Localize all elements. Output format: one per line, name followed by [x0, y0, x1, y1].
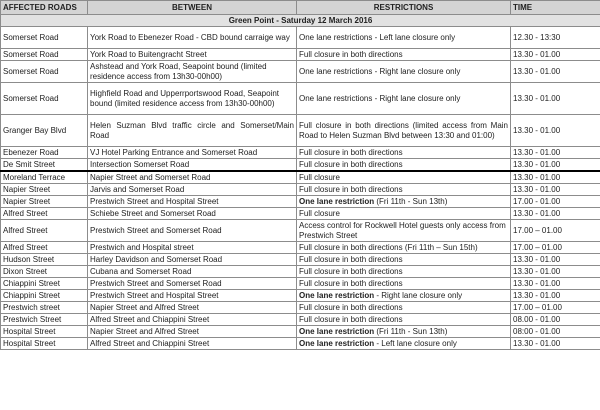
cell-road: Prestwich Street — [1, 314, 88, 326]
section-title: Green Point - Saturday 12 March 2016 — [1, 15, 600, 27]
cell-time: 12.30 - 13:30 — [511, 27, 600, 49]
restriction-text: Full closure in both directions — [299, 254, 403, 264]
restriction-text: One lane restrictions - Right lane closure only — [299, 93, 461, 103]
cell-time: 08.00 - 01.00 — [511, 314, 600, 326]
table-row — [1, 242, 600, 254]
cell-between: Alfred Street and Chiappini Street — [88, 338, 297, 350]
header-restrictions: RESTRICTIONS — [297, 1, 511, 15]
cell-between: Prestwich Street and Hospital Street — [88, 196, 297, 208]
cell-restriction — [297, 83, 511, 115]
restriction-text: One lane restrictions - Left lane closure only — [299, 32, 456, 42]
restriction-text: (Fri 11th - Sun 13th) — [374, 326, 448, 336]
cell-restriction — [297, 171, 511, 184]
cell-restriction — [297, 254, 511, 266]
table-row — [1, 147, 600, 159]
cell-restriction — [297, 338, 511, 350]
table-row — [1, 49, 600, 61]
cell-restriction — [297, 159, 511, 172]
cell-road: Alfred Street — [1, 208, 88, 220]
cell-between: Prestwich Street and Somerset Road — [88, 220, 297, 242]
cell-restriction — [297, 208, 511, 220]
table-row — [1, 196, 600, 208]
cell-road: Chiappini Street — [1, 290, 88, 302]
table-row — [1, 254, 600, 266]
cell-between: Napier Street and Alfred Street — [88, 326, 297, 338]
cell-time: 13.30 - 01.00 — [511, 184, 600, 196]
cell-time: 13.30 - 01.00 — [511, 254, 600, 266]
table-header-row — [1, 1, 600, 15]
section-row — [1, 15, 600, 27]
cell-road: Hudson Street — [1, 254, 88, 266]
table-row — [1, 302, 600, 314]
cell-between: Jarvis and Somerset Road — [88, 184, 297, 196]
cell-time: 13.30 - 01.00 — [511, 278, 600, 290]
cell-time: 13.30 - 01.00 — [511, 61, 600, 83]
cell-road: Napier Street — [1, 196, 88, 208]
cell-restriction — [297, 278, 511, 290]
cell-restriction — [297, 27, 511, 49]
table-row — [1, 326, 600, 338]
cell-time: 17.00 – 01.00 — [511, 302, 600, 314]
cell-road: Alfred Street — [1, 220, 88, 242]
cell-time: 13.30 - 01.00 — [511, 147, 600, 159]
cell-time: 13.30 - 01.00 — [511, 49, 600, 61]
restriction-text: - Left lane closure only — [374, 338, 457, 348]
cell-restriction — [297, 314, 511, 326]
cell-between: York Road to Buitengracht Street — [88, 49, 297, 61]
cell-between: Intersection Somerset Road — [88, 159, 297, 172]
cell-between: VJ Hotel Parking Entrance and Somerset Road — [88, 147, 297, 159]
restriction-text: Full closure in both directions — [299, 302, 403, 312]
cell-restriction — [297, 220, 511, 242]
table-row — [1, 115, 600, 147]
cell-restriction — [297, 61, 511, 83]
restriction-text: Access control for Rockwell Hotel guests only access from Prestwich Street — [299, 220, 506, 240]
table-row — [1, 159, 600, 172]
restriction-text: Full closure in both directions (Fri 11th – Sun 15th) — [299, 242, 478, 252]
restriction-text: Full closure — [299, 172, 340, 182]
cell-between: Highfield Road and Upperrportswood Road, Seapoint bound (limited residence access from 13h30-00h00) — [88, 83, 297, 115]
cell-between: Harley Davidson and Somerset Road — [88, 254, 297, 266]
cell-restriction — [297, 242, 511, 254]
restriction-text: Full closure in both directions — [299, 49, 403, 59]
table-row — [1, 208, 600, 220]
restriction-text: Full closure in both directions — [299, 147, 403, 157]
cell-restriction — [297, 115, 511, 147]
cell-road: Dixon Street — [1, 266, 88, 278]
table-row — [1, 338, 600, 350]
restriction-bold: One lane restriction — [299, 326, 375, 336]
cell-between: Alfred Street and Chiappini Street — [88, 314, 297, 326]
cell-time: 13.30 - 01.00 — [511, 338, 600, 350]
cell-time: 17.00 – 01.00 — [511, 220, 600, 242]
restriction-bold: One lane restriction — [299, 338, 375, 348]
table-row — [1, 61, 600, 83]
cell-time: 13.30 - 01.00 — [511, 115, 600, 147]
cell-road: De Smit Street — [1, 159, 88, 172]
cell-restriction — [297, 326, 511, 338]
cell-between: Cubana and Somerset Road — [88, 266, 297, 278]
cell-time: 13.30 - 01.00 — [511, 159, 600, 172]
cell-road: Somerset Road — [1, 27, 88, 49]
cell-road: Somerset Road — [1, 61, 88, 83]
table-row — [1, 220, 600, 242]
table-row — [1, 266, 600, 278]
table-row — [1, 278, 600, 290]
table-row — [1, 314, 600, 326]
cell-road: Prestwich street — [1, 302, 88, 314]
cell-road: Hospital Street — [1, 326, 88, 338]
cell-road: Granger Bay Blvd — [1, 115, 88, 147]
cell-between: Prestwich and Hospital street — [88, 242, 297, 254]
cell-time: 17.00 - 01.00 — [511, 196, 600, 208]
cell-time: 13.30 - 01.00 — [511, 83, 600, 115]
cell-road: Hospital Street — [1, 338, 88, 350]
cell-time: 08:00 - 01.00 — [511, 326, 600, 338]
table-row — [1, 27, 600, 49]
cell-time: 13.30 - 01.00 — [511, 208, 600, 220]
cell-restriction — [297, 184, 511, 196]
cell-road: Somerset Road — [1, 49, 88, 61]
table-row — [1, 83, 600, 115]
cell-between: Napier Street and Somerset Road — [88, 171, 297, 184]
cell-between: Helen Suzman Blvd traffic circle and Somerset/Main Road — [88, 115, 297, 147]
cell-between: Schiebe Street and Somerset Road — [88, 208, 297, 220]
restriction-text: Full closure in both directions — [299, 278, 403, 288]
cell-road: Alfred Street — [1, 242, 88, 254]
table-row — [1, 171, 600, 184]
restriction-text: - Right lane closure only — [374, 290, 463, 300]
cell-between: Napier Street and Alfred Street — [88, 302, 297, 314]
restriction-text: (Fri 11th - Sun 13th) — [374, 196, 448, 206]
restriction-text: Full closure in both directions — [299, 266, 403, 276]
cell-restriction — [297, 196, 511, 208]
restriction-bold: One lane restriction — [299, 290, 375, 300]
table-row — [1, 184, 600, 196]
cell-restriction — [297, 266, 511, 278]
cell-between: Ashstead and York Road, Seapoint bound (limited residence access from 13h30-00h00) — [88, 61, 297, 83]
cell-between: Prestwich Street and Somerset Road — [88, 278, 297, 290]
cell-time: 13.30 - 01.00 — [511, 290, 600, 302]
cell-road: Chiappini Street — [1, 278, 88, 290]
header-between: BETWEEN — [88, 1, 297, 15]
restriction-text: Full closure — [299, 208, 340, 218]
cell-road: Ebenezer Road — [1, 147, 88, 159]
table-row — [1, 290, 600, 302]
cell-restriction — [297, 147, 511, 159]
cell-road: Napier Street — [1, 184, 88, 196]
cell-restriction — [297, 290, 511, 302]
restriction-bold: One lane restriction — [299, 196, 375, 206]
cell-time: 17.00 – 01.00 — [511, 242, 600, 254]
cell-time: 13.30 - 01.00 — [511, 171, 600, 184]
header-time: TIME — [511, 1, 600, 15]
restriction-text: Full closure in both directions — [299, 314, 403, 324]
cell-road: Moreland Terrace — [1, 171, 88, 184]
restriction-text: Full closure in both directions — [299, 159, 403, 169]
header-affected-roads: AFFECTED ROADS — [1, 1, 88, 15]
restriction-text: Full closure in both directions (limited access from Main Road to Helen Suzman Blvd between 13:30 and 01:00) — [299, 120, 508, 140]
cell-between: Prestwich Street and Hospital Street — [88, 290, 297, 302]
cell-restriction — [297, 302, 511, 314]
cell-between: York Road to Ebenezer Road - CBD bound carraige way — [88, 27, 297, 49]
cell-time: 13.30 - 01.00 — [511, 266, 600, 278]
cell-road: Somerset Road — [1, 83, 88, 115]
restriction-text: One lane restrictions - Right lane closure only — [299, 66, 461, 76]
restriction-text: Full closure in both directions — [299, 184, 403, 194]
cell-restriction — [297, 49, 511, 61]
